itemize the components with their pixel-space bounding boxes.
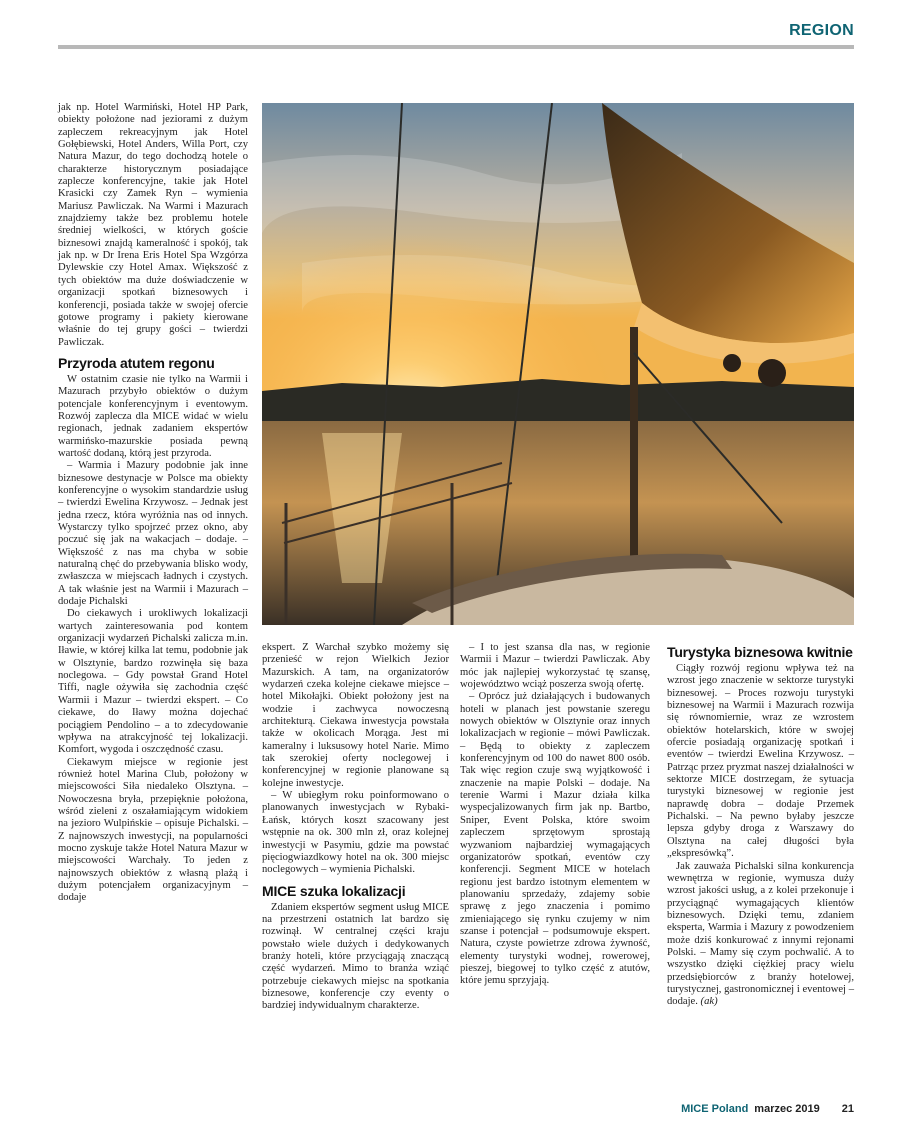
paragraph: Do ciekawych i urokliwych lokalizacji wartych zainteresowania pod kontem organizacji wydarzeń Pichalski zalicza m.in. Iławie, w której kilka lat temu, podobnie jak w Olsztynie, bardzo rozwinęła się baza noclegowa. – Gdy powstał Grand Hotel Tiffi, nagle ożywiła się zachodnia część Warmii i Mazur – twierdzi ekspert. – Co ciekawe, do Iławy można dojechać pociągiem Pendolino – a to zdecydowanie wpływa na atrakcyjność tej lokalizacji. Komfort, wygoda i oszczędność czasu. (58, 608, 248, 756)
article-column-3 (460, 642, 650, 988)
paragraph: Ciekawym miejsce w regionie jest również hotel Marina Club, położony w miejscowości Siła niedaleko Olsztyna. – Nowoczesna bryła, przepięknie położona, wśród zieleni z oszałamiającym widokiem na jezioro Wulpińskie – opisuje Pichalski. – Z najnowszych inwestycji, na popularności mocno zyskuje także Hotel Natura Mazur w miejscowości Warchały. To jeden z najnowszych obiektów z własną plażą i dużym potencjałem organizacyjnym – dodaje (58, 756, 248, 904)
subheading: Turystyka biznesowa kwitnie (667, 644, 853, 660)
article-column-4 (667, 638, 854, 1009)
paragraph: ekspert. Z Warchał szybko możemy się przenieść w rejon Wielkich Jezior Mazurskich. A tam, na organizatorów wydarzeń czeka kolejne ciekawe miejsce – hotel Mikołajki. Obiekt położony jest na wodzie i zachwyca nowoczesną architekturą. Ciekawa inwestycja powstała także w okolicach Morąga. Jest mi kameralny i luksusowy hotel Narie. Mimo tak szerokiej oferty noclegowej i konferencyjnej w regionie planowane są kolejne inwestycje. (262, 642, 449, 789)
paragraph: – Warmia i Mazury podobnie jak inne biznesowe destynacje w Polsce ma obiekty konferencyjne o wysokim standardzie usług – twierdzi Ewelina Krzywosz. – Jednak jest jedna rzecz, która wyróżnia nas od innych. Wystarczy tylko spojrzeć przez okno, aby poczuć się jak na wakacjach – dodaje. – Większość z nas ma chyba w sobie naturalną chęć do przebywania blisko wody, zwłaszcza w miejscach ładnych i czystych. A tak właśnie jest na Warmii i Mazurach – dodaje Pichalski (58, 460, 248, 608)
paragraph-text: Jak zauważa Pichalski silna konkurencja wewnętrza w regionie, wymusza duży wzrost jakości usług, a z kolei przekonuje i przyciągnąć wymagających klientów biznesowych. Dzięki temu, zdaniem eksperta, Warmia i Mazury z powodzeniem może dziś konkurować z innymi rejonami Polski. – Mamy się czym pochwalić. A to wszystko dzięki ciężkiej pracy wielu przedsiębiorców z branży hotelowej, turystycznej, gastronomicznej i eventowej – dodaje. (667, 860, 854, 1008)
publication-name: MICE Poland (681, 1103, 749, 1115)
page-footer (675, 1103, 854, 1115)
article-column-1 (58, 102, 248, 905)
article-column-2 (262, 642, 449, 1013)
paragraph: Ciągły rozwój regionu wpływa też na wzrost jego znaczenie w sektorze turystyki biznesowej. – Proces rozwoju turystyki biznesowej na Warmii i Mazurach rozwija się równomiernie, wraz ze wzrostem obiektów hotelarskich, które w swojej ofercie posiadają organizację spotkań i eventów – twierdzi Ewelina Krzywosz. – Patrząc przez pryzmat naszej działalności w sektorze MICE dostrzegam, że sytuacja turystyki biznesowej w regionie jest naprawdę dobra – dodaje Przemek Pichalski. – Na pewno byłaby jeszcze lepsza gdyby droga z Warszawy do Olsztyna na całej długości była „ekspresówką”. (667, 663, 854, 860)
page-number: 21 (841, 1103, 854, 1115)
subheading: Przyroda atutem regonu (58, 354, 215, 371)
author-signature: (ak) (700, 996, 718, 1008)
section-label: REGION (789, 22, 854, 39)
paragraph: W ostatnim czasie nie tylko na Warmii i Mazurach przybyło obiektów o dużym potencjale konferencyjnym i eventowym. Rozwój zaplecza dla MICE widać w wielu regionach, jednak zadaniem ekspertów warmińsko-mazurskie posiada pewną wartość dodaną, którą jest przyroda. (58, 373, 248, 459)
paragraph: – I to jest szansa dla nas, w regionie Warmii i Mazur – twierdzi Pawliczak. Aby móc jak najlepiej wykorzystać tę szansę, województwo wciąż poszerza swoją ofertę. (460, 642, 650, 691)
paragraph: – Oprócz już działających i budowanych hoteli w planach jest powstanie szeregu nowych obiektów w Olsztynie oraz innych lokalizacjach w regionie – mówi Pawliczak. – Będą to obiekty z zapleczem konferencyjnym od 100 do nawet 800 osób. Tak więc region czuje swą wyjątkowość i znaczenie na mapie Polski – dodaje. Na terenie Warmi i Mazur działa kilka wyspecjalizowanych firm jak np. Bartbo, Sniper, Event Polska, które swoim zapleczem sprzętowym sprostają wyzwaniom najbardziej wymagających organizatorów spotkań, eventów czy konferencji. Segment MICE w hotelach regionu jest bardzo istotnym elementem w planowaniu sprzedaży, zdajemy sobie sprawę z jego znaczenia i pomimo zmieniającego się rynku czujemy w nim szanse i potencjał – podsumowuje ekspert. Natura, czyste powietrze zdrowa żywność, elementy turystyki wodnej, rowerowej, pieszej, biegowej to tylko część z atutów, które jemu sprzyjają. (460, 691, 650, 987)
header-rule (58, 45, 854, 49)
sailboat-sunset-photo (262, 103, 854, 625)
paragraph: – W ubiegłym roku poinformowano o planowanych inwestycjach w Rybaki-Łańsk, których koszt szacowany jest wstępnie na ok. 300 mln zł, oraz kolejnej inwestycji w Pasymiu, gdzie ma powstać pięciogwiazdkowy hotel na ok. 300 miejsc noclegowych – wymienia Pichalski. (262, 790, 449, 876)
paragraph: Zdaniem ekspertów segment usług MICE na przestrzeni ostatnich lat bardzo się rozwinął. W centralnej części kraju powstało wiele dużych i dedykowanych branży hoteli, które przyciągają znaczącą część wydarzeń. Mimo to branża wziąć potrzebuje ciekawych miejsc na spotkania biznesowe, konferencje czy eventy o bardziej indywidualnym charakterze. (262, 901, 449, 1012)
paragraph: jak np. Hotel Warmiński, Hotel HP Park, obiekty położone nad jeziorami z dużym zapleczem rekreacyjnym jak Hotel Gołębiewski, Hotel Anders, Willa Port, czy Natura Mazur, do tego dochodzą hotele o charakterze historycznym posiadające zaplecze konferencyjne, takie jak Hotel Krasicki czy Zamek Ryn – wymienia Mariusz Pawliczak. Na Warmi i Mazurach znajdziemy także bez problemu hotele średniej wielkości, w których goście biznesowi znajdą kameralność i spokój, tak jak np. w Dr Irena Eris Hotel Spa Wzgórza Dylewskie czy Hotel Amax. Większość z tych obiektów ma duże doświadczenie w organizacji spotkań biznesowych i konferencji, posiada także w swojej ofercie gotowe programy i pakiety kierowane właśnie do tej grupy gości – twierdzi Pawliczak. (58, 102, 248, 348)
paragraph (667, 861, 854, 1009)
subheading: MICE szuka lokalizacji (262, 882, 406, 899)
issue-date: marzec 2019 (754, 1103, 820, 1115)
